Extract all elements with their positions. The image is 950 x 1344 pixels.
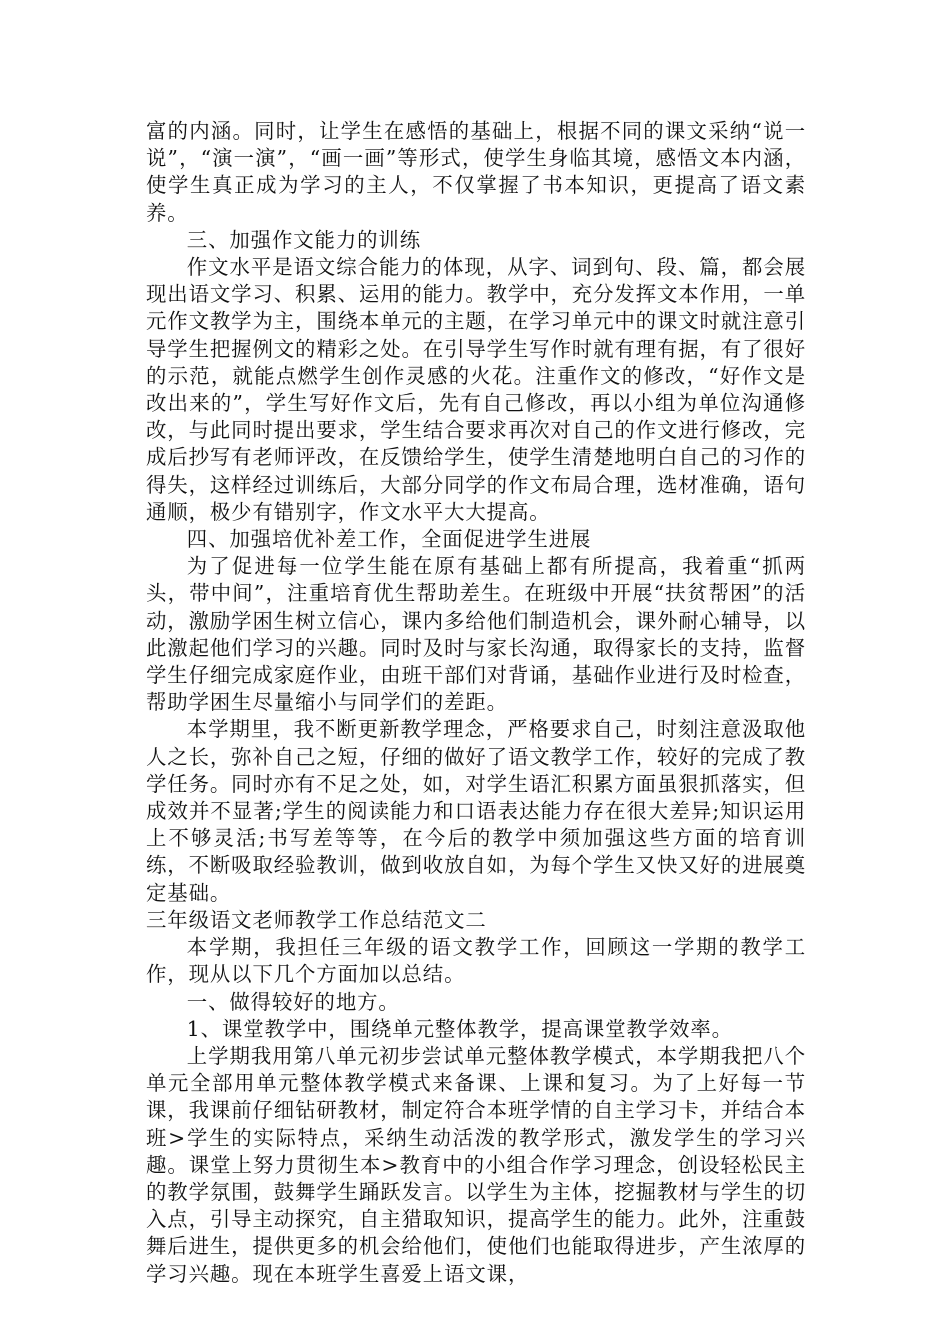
paragraph: 本学期，我担任三年级的语文教学工作，回顾这一学期的教学工作，现从以下几个方面加以总结。 xyxy=(146,935,806,987)
paragraph: 富的内涵。同时，让学生在感悟的基础上，根据不同的课文采纳“说一说”，“演一演”，“画一画”等形式，使学生身临其境，感悟文本内涵，使学生真正成为学习的主人，不仅掌握了书本知识，更提高了语文素养。 xyxy=(146,119,806,225)
paragraph: 上学期我用第八单元初步尝试单元整体教学模式，本学期我把八个单元全部用单元整体教学模式来备课、上课和复习。为了上好每一节课，我课前仔细钻研教材，制定符合本班学情的自主学习卡，并结合本班>学生的实际特点，采纳生动活泼的教学形式，激发学生的学习兴趣。课堂上努力贯彻生本>教育中的小组合作学习理念，创设轻松民主的教学氛围，鼓舞学生踊跃发言。以学生为主体，挖掘教材与学生的切入点，引导主动探究，自主猎取知识，提高学生的能力。此外，注重鼓舞后进生，提供更多的机会给他们，使他们也能取得进步，产生浓厚的学习兴趣。现在本班学生喜爱上语文课， xyxy=(146,1043,807,1286)
subsection-heading: 1、课堂教学中，围绕单元整体教学，提高课堂教学效率。 xyxy=(186,1016,733,1041)
paragraph: 为了促进每一位学生能在原有基础上都有所提高，我着重“抓两头，带中间”，注重培育优生帮助差生。在班级中开展“扶贫帮困”的活动，激励学困生树立信心，课内多给他们制造机会，课外耐心辅导，以此激起他们学习的兴趣。同时及时与家长沟通，取得家长的支持，监督学生仔细完成家庭作业，由班干部们对背诵，基础作业进行及时检查，帮助学困生尽量缩小与同学们的差距。 xyxy=(146,554,807,715)
article-title: 三年级语文老师教学工作总结范文二 xyxy=(146,907,487,932)
paragraph: 本学期里，我不断更新教学理念，严格要求自己，时刻注意汲取他人之长，弥补自己之短，仔细的做好了语文教学工作，较好的完成了教学任务。同时亦有不足之处，如，对学生语汇积累方面虽狠抓落实，但成效并不显著;学生的阅读能力和口语表达能力存在很大差异;知识运用上不够灵活;书写差等等，在今后的教学中须加强这些方面的培育训练，不断吸取经验教训，做到收放自如，为每个学生又快又好的进展奠定基础。 xyxy=(146,717,807,905)
section-heading: 三、加强作文能力的训练 xyxy=(186,227,421,252)
section-heading: 一、做得较好的地方。 xyxy=(186,989,400,1014)
document-body xyxy=(146,118,806,1288)
paragraph: 作文水平是语文综合能力的体现，从字、词到句、段、篇，都会展现出语文学习、积累、运用的能力。教学中，充分发挥文本作用，一单元作文教学为主，围绕本单元的主题，在学习单元中的课文时就注意引导学生把握例文的精彩之处。在引导学生写作时就有理有据，有了很好的示范，就能点燃学生创作灵感的火花。注重作文的修改，“好作文是改出来的”，学生写好作文后，先有自己修改，再以小组为单位沟通修改，与此同时提出要求，学生结合要求再次对自己的作文进行修改，完成后抄写有老师评改，在反馈给学生，使学生清楚地明白自己的习作的得失，这样经过训练后，大部分同学的作文布局合理，选材准确，语句通顺，极少有错别字，作文水平大大提高。 xyxy=(146,255,807,524)
section-heading: 四、加强培优补差工作，全面促进学生进展 xyxy=(186,527,592,552)
